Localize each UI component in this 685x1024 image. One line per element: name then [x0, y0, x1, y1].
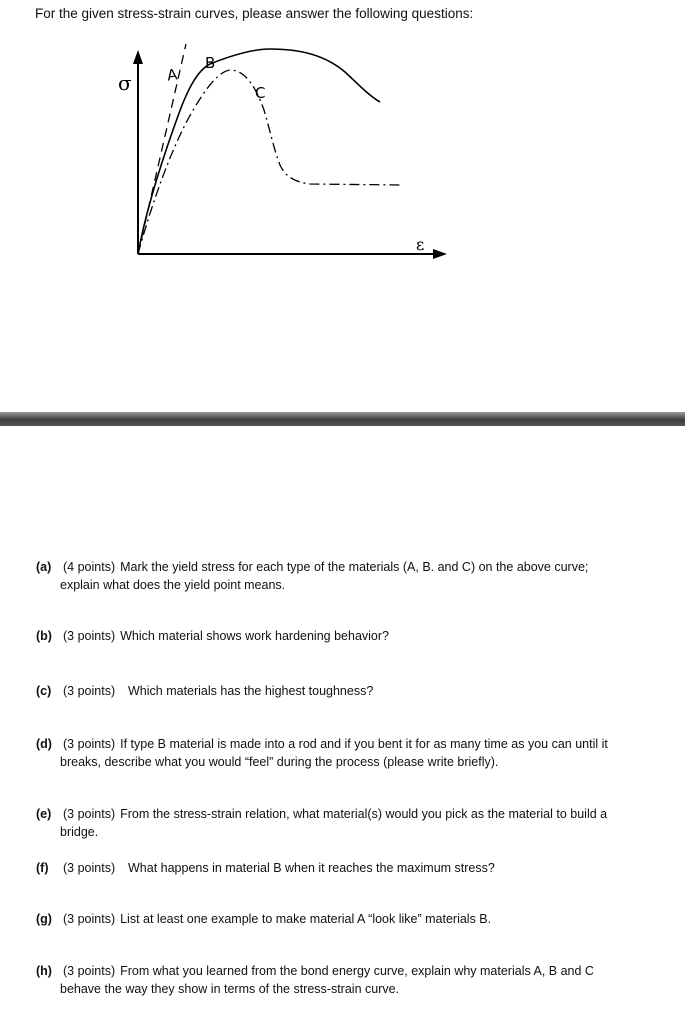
question-label: (g) — [36, 912, 52, 926]
stress-strain-diagram — [100, 40, 460, 270]
question-text: Mark the yield stress for each type of the materials (A, B. and C) on the above curve; explain what does the yield point means. — [60, 560, 589, 592]
question-label: (h) — [36, 964, 52, 978]
question-c — [36, 682, 626, 700]
question-points: (4 points) — [63, 560, 116, 574]
question-points: (3 points) — [63, 737, 116, 751]
curve-c — [138, 70, 400, 254]
question-points: (3 points) — [63, 861, 116, 875]
question-label: (e) — [36, 807, 52, 821]
question-label: (f) — [36, 861, 49, 875]
curve-a-label: A — [165, 65, 179, 85]
curve-c-label: C — [255, 84, 266, 102]
question-label: (b) — [36, 629, 52, 643]
curve-b-label: B — [205, 54, 216, 72]
intro-text: For the given stress-strain curves, please answer the following questions: — [35, 6, 474, 21]
x-axis-label: ε — [416, 235, 425, 254]
y-axis-label: σ — [118, 71, 132, 95]
x-axis-arrow — [433, 249, 447, 259]
question-text: From what you learned from the bond energy curve, explain why materials A, B and C behave the way they show in terms of the stress-strain curve. — [60, 964, 594, 996]
question-g — [36, 910, 626, 928]
question-a — [36, 558, 626, 594]
question-points: (3 points) — [63, 807, 116, 821]
question-label: (a) — [36, 560, 52, 574]
question-f — [36, 859, 626, 877]
question-text: Which materials has the highest toughness? — [128, 684, 374, 698]
question-text: List at least one example to make material A “look like” materials B. — [120, 912, 492, 926]
question-text: Which material shows work hardening behavior? — [120, 629, 389, 643]
question-points: (3 points) — [63, 684, 116, 698]
question-d — [36, 735, 626, 771]
question-text: What happens in material B when it reaches the maximum stress? — [128, 861, 495, 875]
question-text: From the stress-strain relation, what material(s) would you pick as the material to build a bridge. — [60, 807, 608, 839]
y-axis-arrow — [133, 50, 143, 64]
question-h — [36, 962, 626, 998]
question-points: (3 points) — [63, 964, 116, 978]
question-b — [36, 627, 626, 645]
page-divider — [0, 412, 685, 426]
question-label: (d) — [36, 737, 52, 751]
question-points: (3 points) — [63, 912, 116, 926]
question-text: If type B material is made into a rod and if you bent it for as many time as you can until it breaks, describe what you would “feel” during the process (please write briefly). — [60, 737, 608, 769]
question-label: (c) — [36, 684, 52, 698]
question-points: (3 points) — [63, 629, 116, 643]
question-e — [36, 805, 626, 841]
